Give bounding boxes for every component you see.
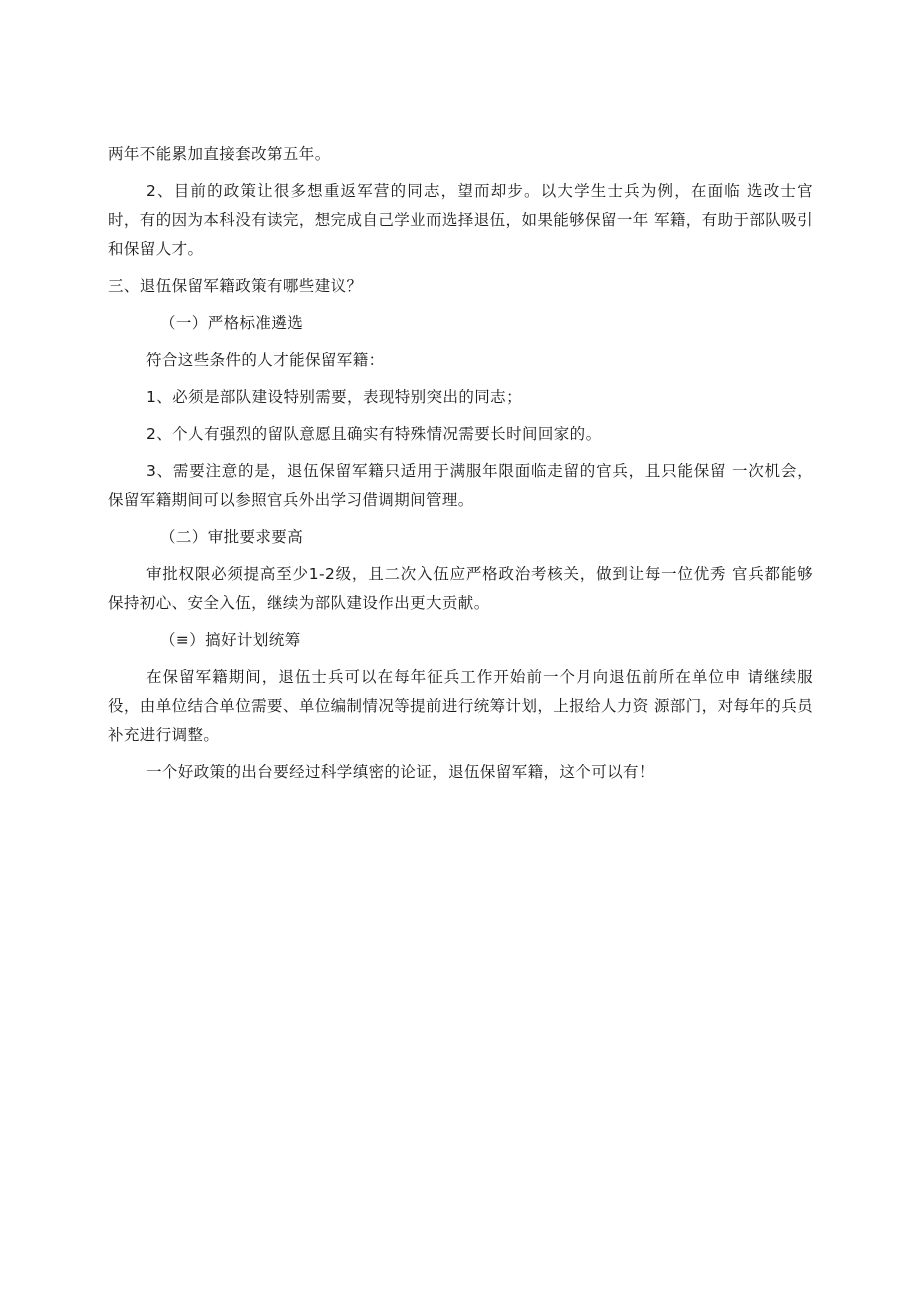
subheading-3: （≡）搞好计划统筹	[160, 631, 301, 649]
paragraph-condition-1: 1、必须是部队建设特别需要，表现特别突出的同志；	[146, 388, 522, 406]
subheading-1: （一）严格标准遴选	[160, 314, 304, 332]
subheading-2: （二）审批要求要高	[160, 528, 304, 546]
section-heading-3: 三、退伍保留军籍政策有哪些建议？	[108, 277, 363, 295]
paragraph-condition-3: 3、需要注意的是，退伍保留军籍只适用于满服年限面临走留的官兵，且只能保留 一次机会，保留军籍期间可以参照官兵外出学习借调期间管理。	[108, 462, 813, 509]
paragraph-conclusion: 一个好政策的出台要经过科学缜密的论证，退伍保留军籍，这个可以有！	[146, 763, 655, 781]
paragraph-planning: 在保留军籍期间，退伍士兵可以在每年征兵工作开始前一个月向退伍前所在单位申 请继续服役，由单位结合单位需要、单位编制情况等提前进行统筹计划，上报给人力资 源部门，对每年的兵员补充进行调整。	[108, 668, 813, 744]
document-page	[108, 140, 813, 795]
paragraph-point-2: 2、目前的政策让很多想重返军营的同志，望而却步。以大学生士兵为例，在面临 选改士官时，有的因为本科没有读完，想完成自己学业而选择退伍，如果能够保留一年 军籍，有助于部队吸引和保留人才。	[108, 182, 813, 258]
paragraph-approval: 审批权限必须提高至少1-2级，且二次入伍应严格政治考核关，做到让每一位优秀 官兵都能够保持初心、安全入伍，继续为部队建设作出更大贡献。	[108, 565, 813, 612]
paragraph-condition-2: 2、个人有强烈的留队意愿且确实有特殊情况需要长时间回家的。	[146, 425, 602, 443]
paragraph-conditions-intro: 符合这些条件的人才能保留军籍：	[146, 351, 385, 369]
paragraph-continuation: 两年不能累加直接套改第五年。	[108, 145, 331, 163]
